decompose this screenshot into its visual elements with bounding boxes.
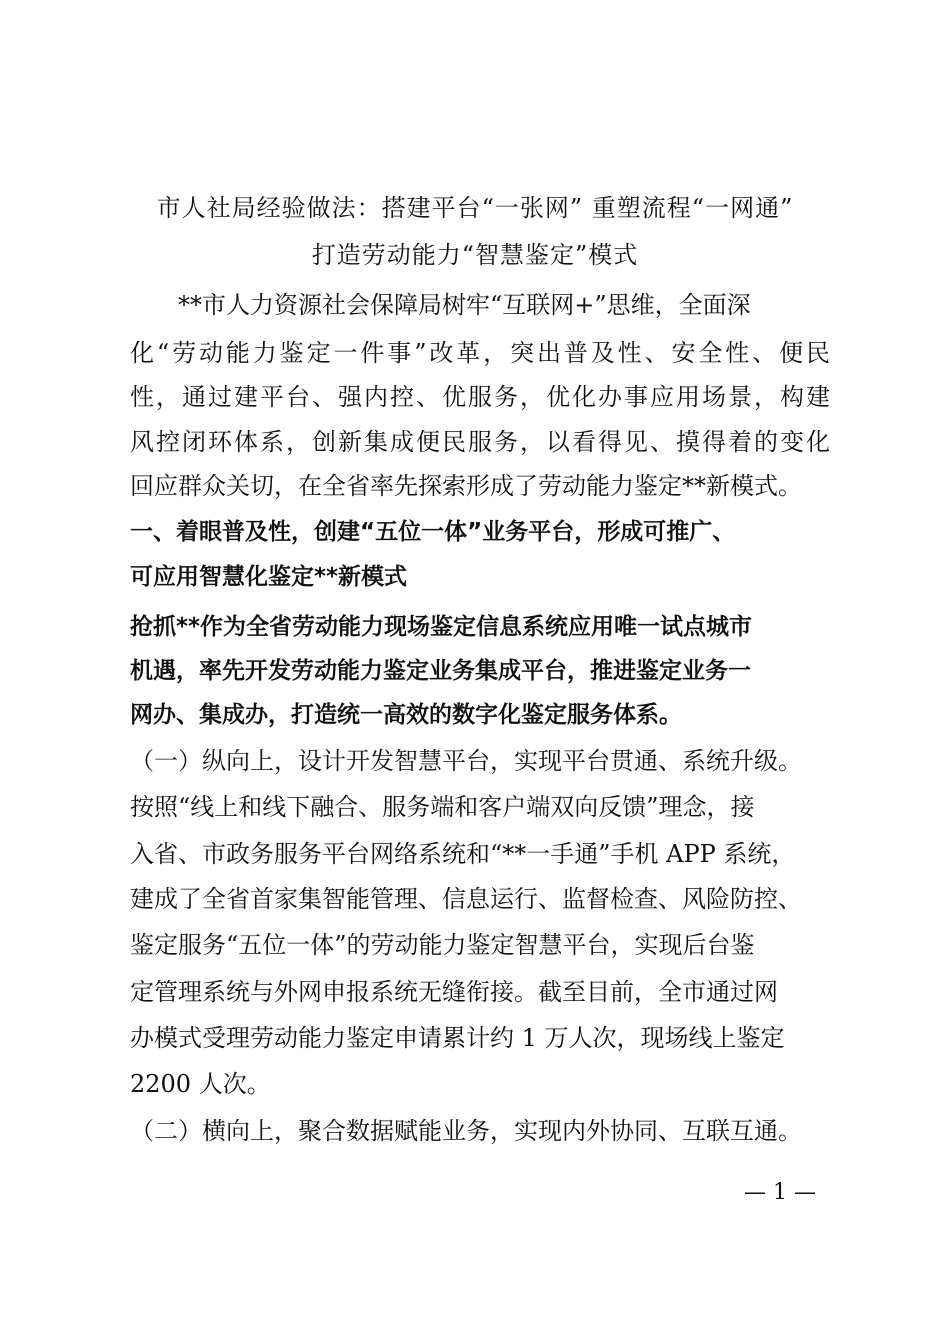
sub1-line-3: 入省、市政务服务平台网络系统和“**一手通”手机 APP 系统，: [130, 840, 796, 868]
intro-line-1: **市人力资源社会保障局树牢“互联网+”思维，全面深: [178, 291, 751, 319]
intro-line-5: 回应群众关切，在全省率先探索形成了劳动能力鉴定**新模式。: [130, 472, 802, 500]
sub1-line-5: 鉴定服务“五位一体”的劳动能力鉴定智慧平台，实现后台鉴: [130, 931, 755, 959]
section1-heading-line-2: 可应用智慧化鉴定**新模式: [130, 564, 408, 590]
sub2-line-1: （二）横向上，聚合数据赋能业务，实现内外协同、互联互通。: [130, 1117, 802, 1145]
sub1-line-7: 办模式受理劳动能力鉴定申请累计约 1 万人次，现场线上鉴定: [130, 1024, 785, 1052]
intro-line-3: 性，通过建平台、强内控、优服务，优化办事应用场景，构建: [130, 383, 830, 411]
intro-line-4: 风控闭环体系，创新集成便民服务，以看得见、摸得着的变化: [130, 428, 830, 456]
sub1-line-2: 按照“线上和线下融合、服务端和客户端双向反馈”理念，接: [130, 793, 755, 821]
title-line-1: 市人社局经验做法：搭建平台“一张网” 重塑流程“一网通”: [156, 194, 794, 222]
section1-lead-line-3: 网办、集成办，打造统一高效的数字化鉴定服务体系。: [130, 702, 682, 728]
section1-lead-line-1: 抢抓**作为全省劳动能力现场鉴定信息系统应用唯一试点城市: [130, 614, 753, 640]
sub1-line-4: 建成了全省首家集智能管理、信息运行、监督检查、风险防控、: [130, 885, 802, 913]
intro-line-2: 化“劳动能力鉴定一件事”改革，突出普及性、安全性、便民: [130, 339, 830, 367]
sub1-line-6: 定管理系统与外网申报系统无缝衔接。截至目前，全市通过网: [130, 978, 778, 1006]
page-number: — 1 —: [744, 1180, 816, 1205]
sub1-line-1: （一）纵向上，设计开发智慧平台，实现平台贯通、系统升级。: [130, 747, 802, 775]
section1-lead-line-2: 机遇，率先开发劳动能力鉴定业务集成平台，推进鉴定业务一: [130, 658, 751, 684]
title-line-2: 打造劳动能力“智慧鉴定”模式: [311, 241, 639, 269]
sub1-line-8: 2200 人次。: [130, 1070, 271, 1098]
section1-heading-line-1: 一、着眼普及性，创建“五位一体”业务平台，形成可推广、: [130, 519, 736, 545]
